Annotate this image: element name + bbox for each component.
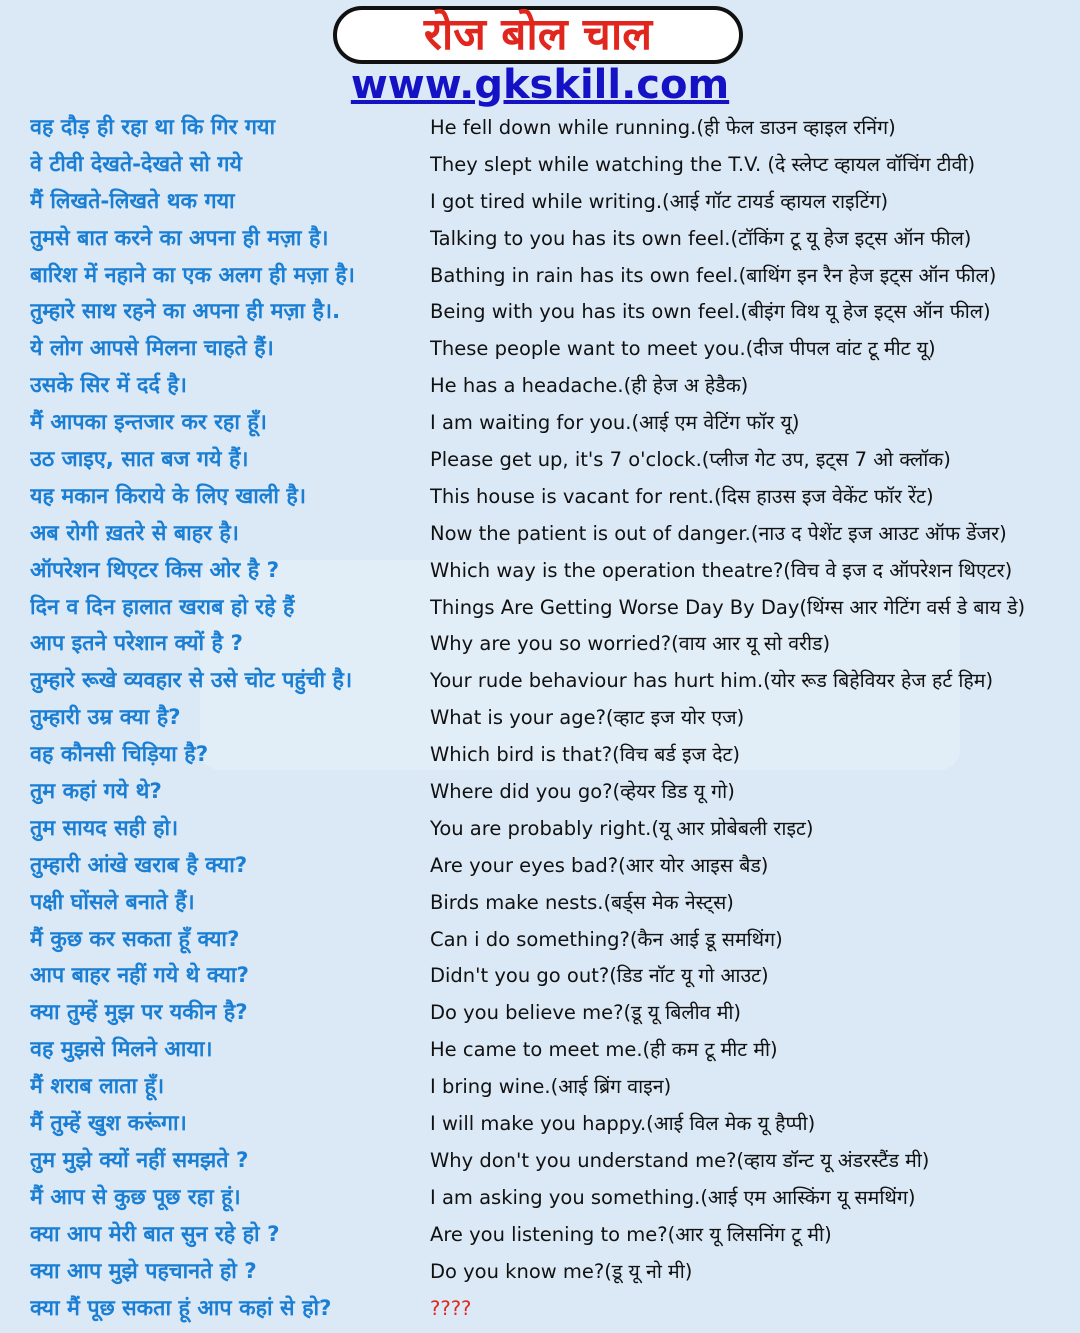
phrase-row	[0, 922, 1080, 959]
english-translation: Are your eyes bad?(आर योर आइस बैड)	[430, 853, 769, 877]
english-translation: Do you know me?(डू यू नो मी)	[430, 1259, 693, 1283]
english-translation: Do you believe me?(डू यू बिलीव मी)	[430, 1001, 742, 1025]
phrase-row	[0, 368, 1080, 405]
hindi-phrase: तुम मुझे क्यों नहीं समझते ?	[30, 1147, 249, 1173]
phrase-row	[0, 995, 1080, 1032]
phrase-row	[0, 221, 1080, 258]
phrase-row	[0, 848, 1080, 885]
phrase-row	[0, 590, 1080, 627]
english-translation: Being with you has its own feel.(बीइंग विथ यू हेज इट्स ऑन फील)	[430, 300, 991, 324]
phrase-row	[0, 663, 1080, 700]
phrase-row	[0, 1180, 1080, 1217]
header	[0, 0, 1080, 112]
hindi-phrase: ये लोग आपसे मिलना चाहते हैं।	[30, 336, 274, 362]
phrase-list	[0, 110, 1080, 1327]
phrase-row	[0, 553, 1080, 590]
hindi-phrase: क्या मैं पूछ सकता हूं आप कहां से हो?	[30, 1295, 332, 1321]
hindi-phrase: मैं आपका इन्तजार कर रहा हूँ।	[30, 410, 267, 436]
hindi-phrase: तुम्हारे रूखे व्यवहार से उसे चोट पहुंची है।	[30, 668, 353, 694]
english-translation: You are probably right.(यू आर प्रोबेबली राइट)	[430, 816, 814, 840]
hindi-phrase: तुम कहां गये थे?	[30, 779, 162, 805]
phrase-row	[0, 1217, 1080, 1254]
phrase-row	[0, 958, 1080, 995]
phrase-row	[0, 885, 1080, 922]
english-translation: These people want to meet you.(दीज पीपल वांट टू मीट यू)	[430, 337, 936, 361]
english-translation: He fell down while running.(ही फेल डाउन व्हाइल रनिंग)	[430, 116, 896, 139]
hindi-phrase: मैं लिखते-लिखते थक गया	[30, 188, 235, 214]
hindi-phrase: तुम्हारे साथ रहने का अपना ही मज़ा है।.	[30, 299, 341, 325]
english-translation: I will make you happy.(आई विल मेक यू हैप्पी)	[430, 1112, 816, 1136]
hindi-phrase: तुमसे बात करने का अपना ही मज़ा है।	[30, 225, 329, 251]
hindi-phrase: दिन व दिन हालात खराब हो रहे हैं	[30, 594, 295, 620]
hindi-phrase: आप बाहर नहीं गये थे क्या?	[30, 963, 249, 989]
english-translation: Your rude behaviour has hurt him.(योर रूड बिहेवियर हेज हर्ट हिम)	[430, 669, 994, 693]
phrase-row	[0, 331, 1080, 368]
hindi-phrase: वह कौनसी चिड़िया है?	[30, 742, 209, 768]
title-banner	[333, 6, 743, 64]
english-translation: Didn't you go out?(डिड नॉट यू गो आउट)	[430, 964, 769, 988]
english-translation: Talking to you has its own feel.(टॉकिंग टू यू हेज इट्स ऑन फील)	[430, 226, 972, 250]
hindi-phrase: उठ जाइए, सात बज गये हैं।	[30, 447, 249, 473]
english-translation: Which bird is that?(विच बर्ड इज देट)	[430, 743, 740, 767]
english-translation: Why are you so worried?(वाय आर यू सो वरीड)	[430, 632, 831, 656]
hindi-phrase: ऑपरेशन थिएटर किस ओर है ?	[30, 557, 280, 583]
hindi-phrase: तुम्हारी उम्र क्या है?	[30, 705, 181, 731]
site-url-link[interactable]: www.gkskill.com	[350, 62, 730, 108]
phrase-row	[0, 1032, 1080, 1069]
phrase-row	[0, 737, 1080, 774]
phrase-row	[0, 442, 1080, 479]
english-translation: Why don't you understand me?(व्हाय डॉन्ट यू अंडरस्टैंड मी)	[430, 1148, 930, 1172]
phrase-row	[0, 1254, 1080, 1291]
hindi-phrase: पक्षी घोंसले बनाते हैं।	[30, 889, 195, 915]
hindi-phrase: वह मुझसे मिलने आया।	[30, 1037, 213, 1063]
phrase-row	[0, 258, 1080, 295]
phrase-row	[0, 1069, 1080, 1106]
english-translation: He has a headache.(ही हेज अ हेडैक)	[430, 374, 749, 398]
phrase-row	[0, 184, 1080, 221]
hindi-phrase: क्या आप मुझे पहचानते हो ?	[30, 1258, 257, 1284]
english-translation: Things Are Getting Worse Day By Day(थिंग्स आर गेटिंग वर्स डे बाय डे)	[430, 595, 1026, 619]
english-translation: Can i do something?(कैन आई डू समथिंग)	[430, 927, 783, 951]
english-translation: Now the patient is out of danger.(नाउ द पेशेंट इज आउट ऑफ डेंजर)	[430, 521, 1007, 545]
english-translation: Are you listening to me?(आर यू लिसनिंग टू मी)	[430, 1222, 832, 1246]
hindi-phrase: मैं कुछ कर सकता हूँ क्या?	[30, 926, 240, 952]
english-translation: This house is vacant for rent.(दिस हाउस इज वेकेंट फॉर रेंट)	[430, 484, 934, 508]
phrase-row	[0, 774, 1080, 811]
hindi-phrase: वे टीवी देखते-देखते सो गये	[30, 151, 242, 177]
english-translation: Which way is the operation theatre?(विच वे इज द ऑपरेशन थिएटर)	[430, 558, 1013, 582]
english-translation: He came to meet me.(ही कम टू मीट मी)	[430, 1038, 778, 1062]
phrase-row	[0, 479, 1080, 516]
english-translation: I am asking you something.(आई एम आस्किंग यू समथिंग)	[430, 1185, 916, 1209]
english-translation: Bathing in rain has its own feel.(बाथिंग इन रैन हेज इट्स ऑन फील)	[430, 263, 997, 287]
english-translation: What is your age?(व्हाट इज योर एज)	[430, 706, 745, 730]
english-translation: I am waiting for you.(आई एम वेटिंग फॉर यू)	[430, 411, 800, 435]
hindi-phrase: तुम सायद सही हो।	[30, 815, 179, 841]
phrase-row	[0, 294, 1080, 331]
english-translation: Please get up, it's 7 o'clock.(प्लीज गेट उप, इट्स 7 ओ क्लॉक)	[430, 448, 951, 472]
hindi-phrase: मैं तुम्हें खुश करूंगा।	[30, 1111, 187, 1137]
english-translation: I bring wine.(आई ब्रिंग वाइन)	[430, 1075, 672, 1099]
hindi-phrase: अब रोगी ख़तरे से बाहर है।	[30, 520, 239, 546]
english-translation: They slept while watching the T.V. (दे स्लेप्ट व्हायल वॉचिंग टीवी)	[430, 152, 976, 176]
page-title: रोज बोल चाल	[423, 9, 653, 60]
phrase-row	[0, 1143, 1080, 1180]
phrase-row	[0, 147, 1080, 184]
phrase-row	[0, 516, 1080, 553]
phrase-row	[0, 700, 1080, 737]
hindi-phrase: तुम्हारी आंखे खराब है क्या?	[30, 852, 248, 878]
hindi-phrase: मैं आप से कुछ पूछ रहा हूं।	[30, 1184, 241, 1210]
hindi-phrase: आप इतने परेशान क्यों है ?	[30, 631, 243, 657]
hindi-phrase: वह दौड़ ही रहा था कि गिर गया	[30, 115, 276, 140]
phrase-row	[0, 1106, 1080, 1143]
phrase-row	[0, 1291, 1080, 1328]
hindi-phrase: मैं शराब लाता हूँ।	[30, 1074, 165, 1100]
hindi-phrase: क्या तुम्हें मुझ पर यकीन है?	[30, 1000, 248, 1026]
english-translation: Birds make nests.(बर्ड्स मेक नेस्ट्स)	[430, 890, 734, 914]
phrase-row	[0, 811, 1080, 848]
hindi-phrase: उसके सिर में दर्द है।	[30, 373, 187, 399]
hindi-phrase: यह मकान किराये के लिए खाली है।	[30, 483, 306, 509]
hindi-phrase: क्या आप मेरी बात सुन रहे हो ?	[30, 1221, 280, 1247]
english-translation: ????	[430, 1296, 472, 1320]
hindi-phrase: बारिश में नहाने का एक अलग ही मज़ा है।	[30, 262, 355, 288]
english-translation: Where did you go?(व्हेयर डिड यू गो)	[430, 780, 735, 804]
phrase-row	[0, 110, 1080, 147]
phrase-row	[0, 405, 1080, 442]
phrase-row	[0, 626, 1080, 663]
english-translation: I got tired while writing.(आई गॉट टायर्ड व्हायल राइटिंग)	[430, 189, 889, 213]
